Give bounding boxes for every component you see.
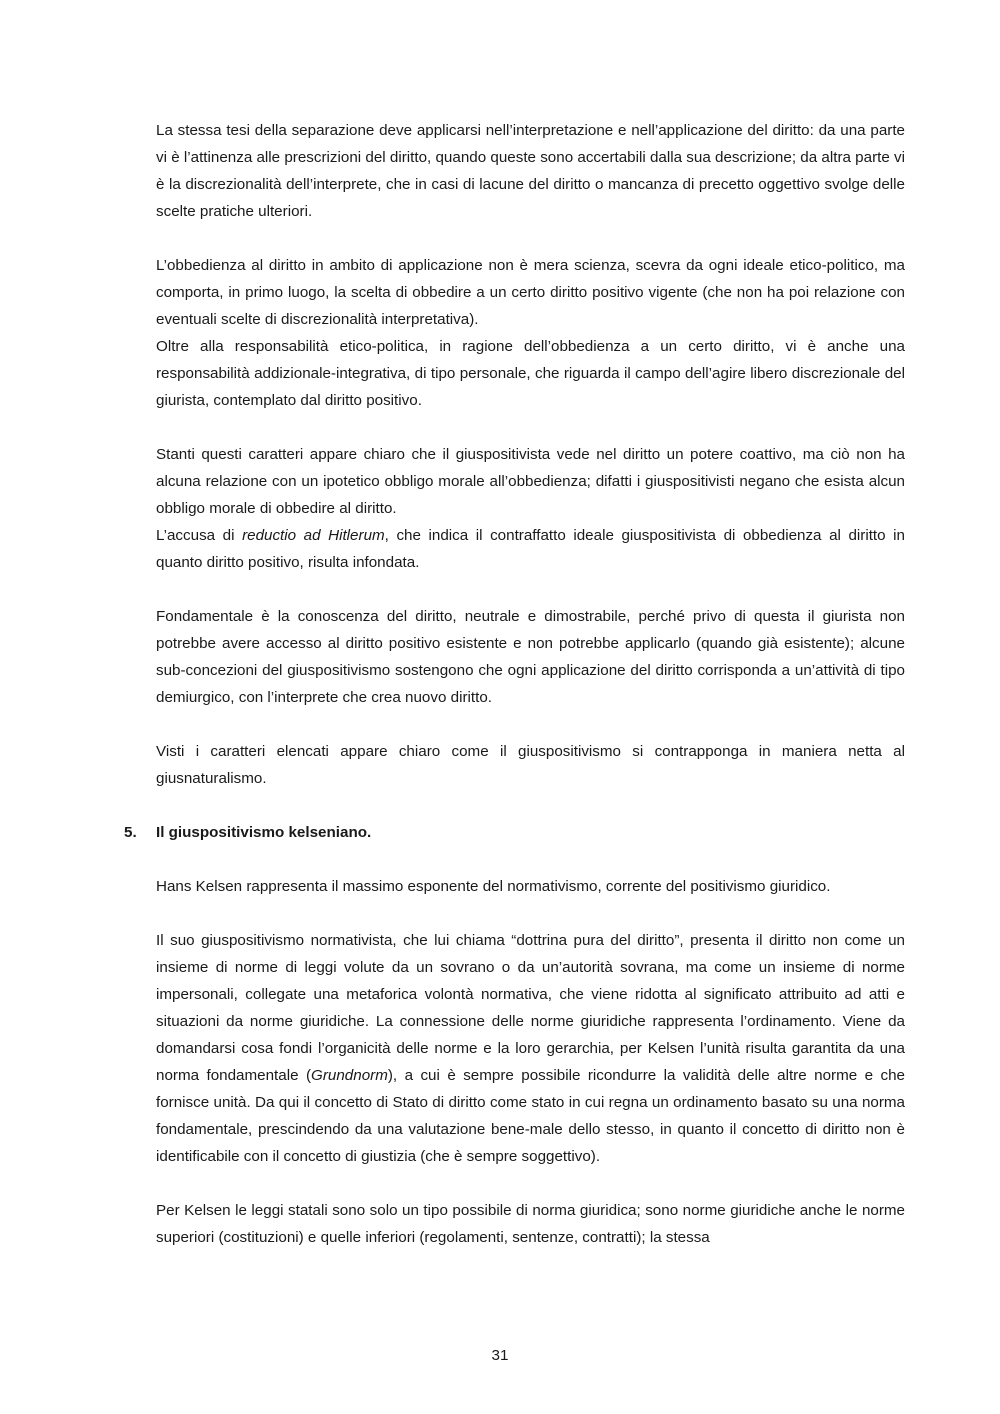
paragraph-responsibility: Oltre alla responsabilità etico-politica, in ragione dell’obbedienza a un certo diritto, vi è anche una responsabilità addizionale-integrativa, di tipo personale, che riguarda il campo dell’agire libero discrezionale del giurista, contemplato dal diritto positivo.	[156, 338, 905, 409]
paragraph-reductio	[156, 522, 905, 576]
page-body	[124, 117, 905, 1251]
reductio-italic: reductio ad Hitlerum	[242, 527, 385, 544]
normativism-text-after: ), a cui è sempre possibile ricondurre la validità delle altre norme e che fornisce unità. Da qui il concetto di Stato di diritto come stato in cui regna un ordinamento basato su una norma fondamentale, prescindendo da una valutazione bene-male dello stesso, in quanto il concetto di diritto non è identificabile con il concetto di giustizia (che è sempre soggettivo).	[156, 1067, 905, 1165]
reductio-text-after: , che indica il contraffatto ideale giuspositivista di obbedienza al diritto in quanto diritto positivo, risulta infondata.	[156, 527, 905, 571]
paragraph-coercive-power: Stanti questi caratteri appare chiaro che il giuspositivista vede nel diritto un potere coattivo, ma ciò non ha alcuna relazione con un ipotetico obbligo morale all’obbedienza; difatti i giuspositivisti negano che esista alcun obbligo morale di obbedire al diritto.	[156, 446, 905, 517]
paragraph-contrast: Visti i caratteri elencati appare chiaro come il giuspositivismo si contrapponga in maniera netta al giusnaturalismo.	[156, 743, 905, 787]
section-title: Il giuspositivismo kelseniano.	[156, 824, 372, 841]
reductio-text-before: L’accusa di	[156, 527, 243, 544]
paragraph-obedience: L’obbedienza al diritto in ambito di applicazione non è mera scienza, scevra da ogni ideale etico-politico, ma comporta, in primo luogo, la scelta di obbedire a un certo diritto positivo vigente (che non ha poi relazione con eventuali scelte di discrezionalità interpretativa).	[156, 257, 905, 328]
paragraph-knowledge: Fondamentale è la conoscenza del diritto, neutrale e dimostrabile, perché privo di questa il giurista non potrebbe avere accesso al diritto positivo esistente e non potrebbe applicarlo (quando già esistente); alcune sub-concezioni del giuspositivismo sostengono che ogni applicazione del diritto corrisponda a un’attività di tipo demiurgico, con l’interprete che crea nuovo diritto.	[156, 608, 905, 706]
section-number: 5.	[124, 824, 137, 841]
page-number: 31	[491, 1347, 509, 1364]
grundnorm-italic: Grundnorm	[311, 1067, 388, 1084]
paragraph-separation-thesis: La stessa tesi della separazione deve applicarsi nell’interpretazione e nell’applicazione del diritto: da una parte vi è l’attinenza alle prescrizioni del diritto, quando queste sono accertabili dalla sua descrizione; da altra parte vi è la discrezionalità dell’interprete, che in casi di lacune del diritto o mancanza di precetto oggettivo svolge delle scelte pratiche ulteriori.	[156, 122, 905, 220]
paragraph-normativism	[156, 927, 905, 1170]
normativism-text-before: Il suo giuspositivismo normativista, che lui chiama “dottrina pura del diritto”, presenta il diritto non come un insieme di norme di leggi volute da un sovrano o da un’autorità sovrana, ma come un insieme di norme impersonali, collegate una metaforica volontà normativa, che viene ridotta al significato attribuito ad atti e situazioni da norme giuridiche. La connessione delle norme giuridiche rappresenta l’ordinamento. Viene da domandarsi cosa fondi l’organicità delle norme e la loro gerarchia, per Kelsen l’unità risulta garantita da una norma fondamentale (	[156, 932, 905, 1084]
section-heading	[124, 819, 905, 846]
paragraph-kelsen-intro: Hans Kelsen rappresenta il massimo esponente del normativismo, corrente del positivismo giuridico.	[156, 878, 831, 895]
paragraph-state-laws: Per Kelsen le leggi statali sono solo un tipo possibile di norma giuridica; sono norme giuridiche anche le norme superiori (costituzioni) e quelle inferiori (regolamenti, sentenze, contratti); la stessa	[156, 1202, 905, 1246]
